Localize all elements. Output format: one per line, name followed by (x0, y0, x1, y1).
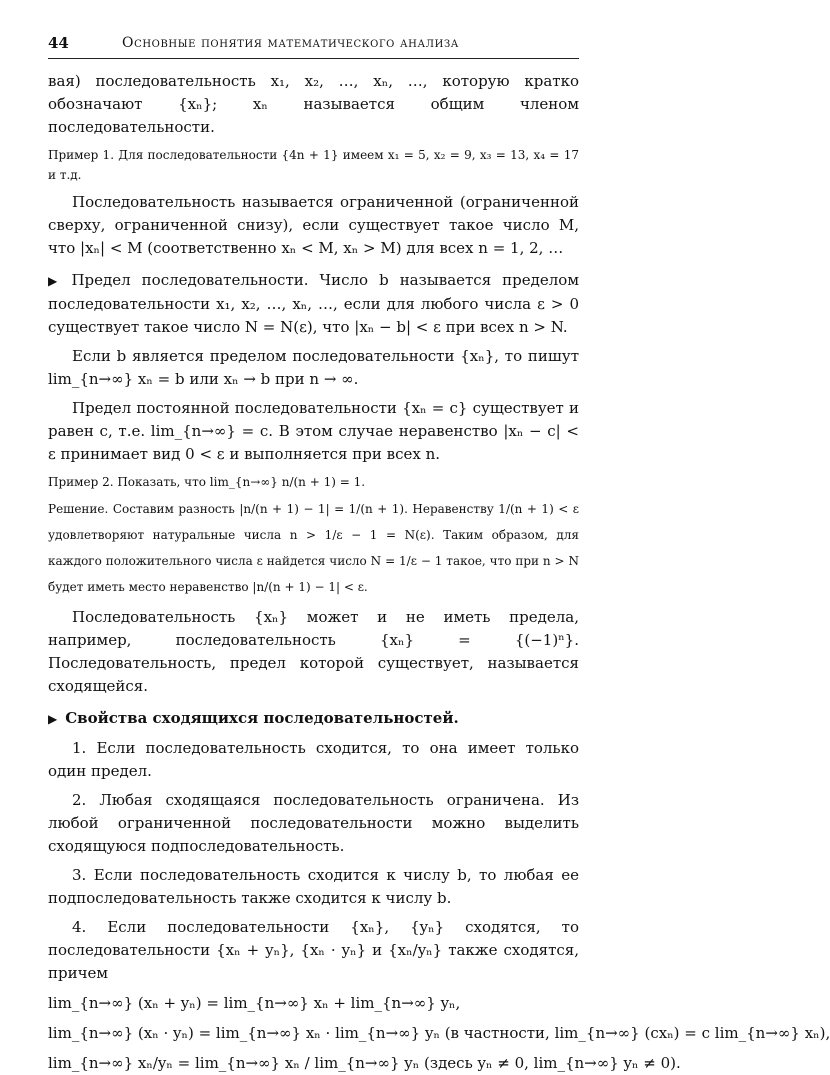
property-2: 2. Любая сходящаяся последовательность ограничена. Из любой ограниченной последовательности можно выделить сходящуюся подпоследовательность. (48, 791, 579, 855)
example-1: Пример 1. Для последовательности {4n + 1} имеем x₁ = 5, x₂ = 9, x₃ = 13, x₄ = 17 и т.д. (48, 148, 579, 182)
example-2-solution: Решение. Составим разность |n/(n + 1) − 1| = 1/(n + 1). Неравенству 1/(n + 1) < ε удовлетворяют натуральные числа n > 1/ε − 1 = N(ε). Таким образом, для каждого положительного числа ε найдется число N = 1/ε − 1 такое, что при n > N будет иметь место неравенство |n/(n + 1) − 1| < ε. (48, 502, 579, 594)
formula-sum-limit: lim_{n→∞} (xₙ + yₙ) = lim_{n→∞} xₙ + lim_{n→∞} yₙ, (48, 994, 461, 1012)
section-limit-definition (48, 269, 579, 339)
formula-product-limit: lim_{n→∞} (xₙ · yₙ) = lim_{n→∞} xₙ · lim_{n→∞} yₙ (в частности, lim_{n→∞} (cxₙ) = c lim_{n→∞} xₙ), (48, 1024, 830, 1042)
triangle-bullet-icon: ▶ (48, 712, 58, 726)
page-number: 44 (48, 34, 69, 52)
paragraph-constant-sequence: Предел постоянной последовательности {xₙ = c} существует и равен c, т.е. lim_{n→∞} = c. В этом случае неравенство |xₙ − c| < ε принимает вид 0 < ε и выполняется при всех n. (48, 399, 579, 463)
triangle-bullet-icon: ▶ (48, 274, 64, 288)
paragraph-sequence-notation: вая) последовательность x₁, x₂, …, xₙ, …, которую кратко обозначают {xₙ}; xₙ называется общим членом последовательности. (48, 72, 579, 136)
paragraph-divergent: Последовательность {xₙ} может и не иметь предела, например, последовательность {xₙ} = {(−1)ⁿ}. Последовательность, предел которой существует, называется сходящейся. (48, 608, 579, 695)
paragraph-limit-notation: Если b является пределом последовательности {xₙ}, то пишут lim_{n→∞} xₙ = b или xₙ → b при n → ∞. (48, 347, 579, 388)
page-body (48, 70, 830, 1075)
property-4: 4. Если последовательности {xₙ}, {yₙ} сходятся, то последовательности {xₙ + yₙ}, {xₙ · yₙ} и {xₙ/yₙ} также сходятся, причем (48, 918, 579, 982)
property-1: 1. Если последовательность сходится, то она имеет только один предел. (48, 739, 579, 780)
limit-definition-text: Предел последовательности. Число b называется пределом последовательности x₁, x₂, …, xₙ, …, если для любого числа ε > 0 существует такое число N = N(ε), что |xₙ − b| < ε при всех n > N. (48, 271, 579, 336)
properties-heading: Свойства сходящихся последовательностей. (65, 709, 459, 727)
property-3: 3. Если последовательность сходится к числу b, то любая ее подпоследовательность также сходится к числу b. (48, 866, 579, 907)
formula-quotient-limit: lim_{n→∞} xₙ/yₙ = lim_{n→∞} xₙ / lim_{n→∞} yₙ (здесь yₙ ≠ 0, lim_{n→∞} yₙ ≠ 0). (48, 1054, 681, 1072)
paragraph-bounded: Последовательность называется ограниченной (ограниченной сверху, ограниченной снизу), если существует такое число M, что |xₙ| < M (соответственно xₙ < M, xₙ > M) для всех n = 1, 2, … (48, 193, 579, 257)
section-properties (48, 707, 579, 731)
running-title: Основные понятия математического анализа (122, 35, 459, 51)
running-header (48, 34, 579, 59)
example-2: Пример 2. Показать, что lim_{n→∞} n/(n + 1) = 1. (48, 475, 366, 489)
